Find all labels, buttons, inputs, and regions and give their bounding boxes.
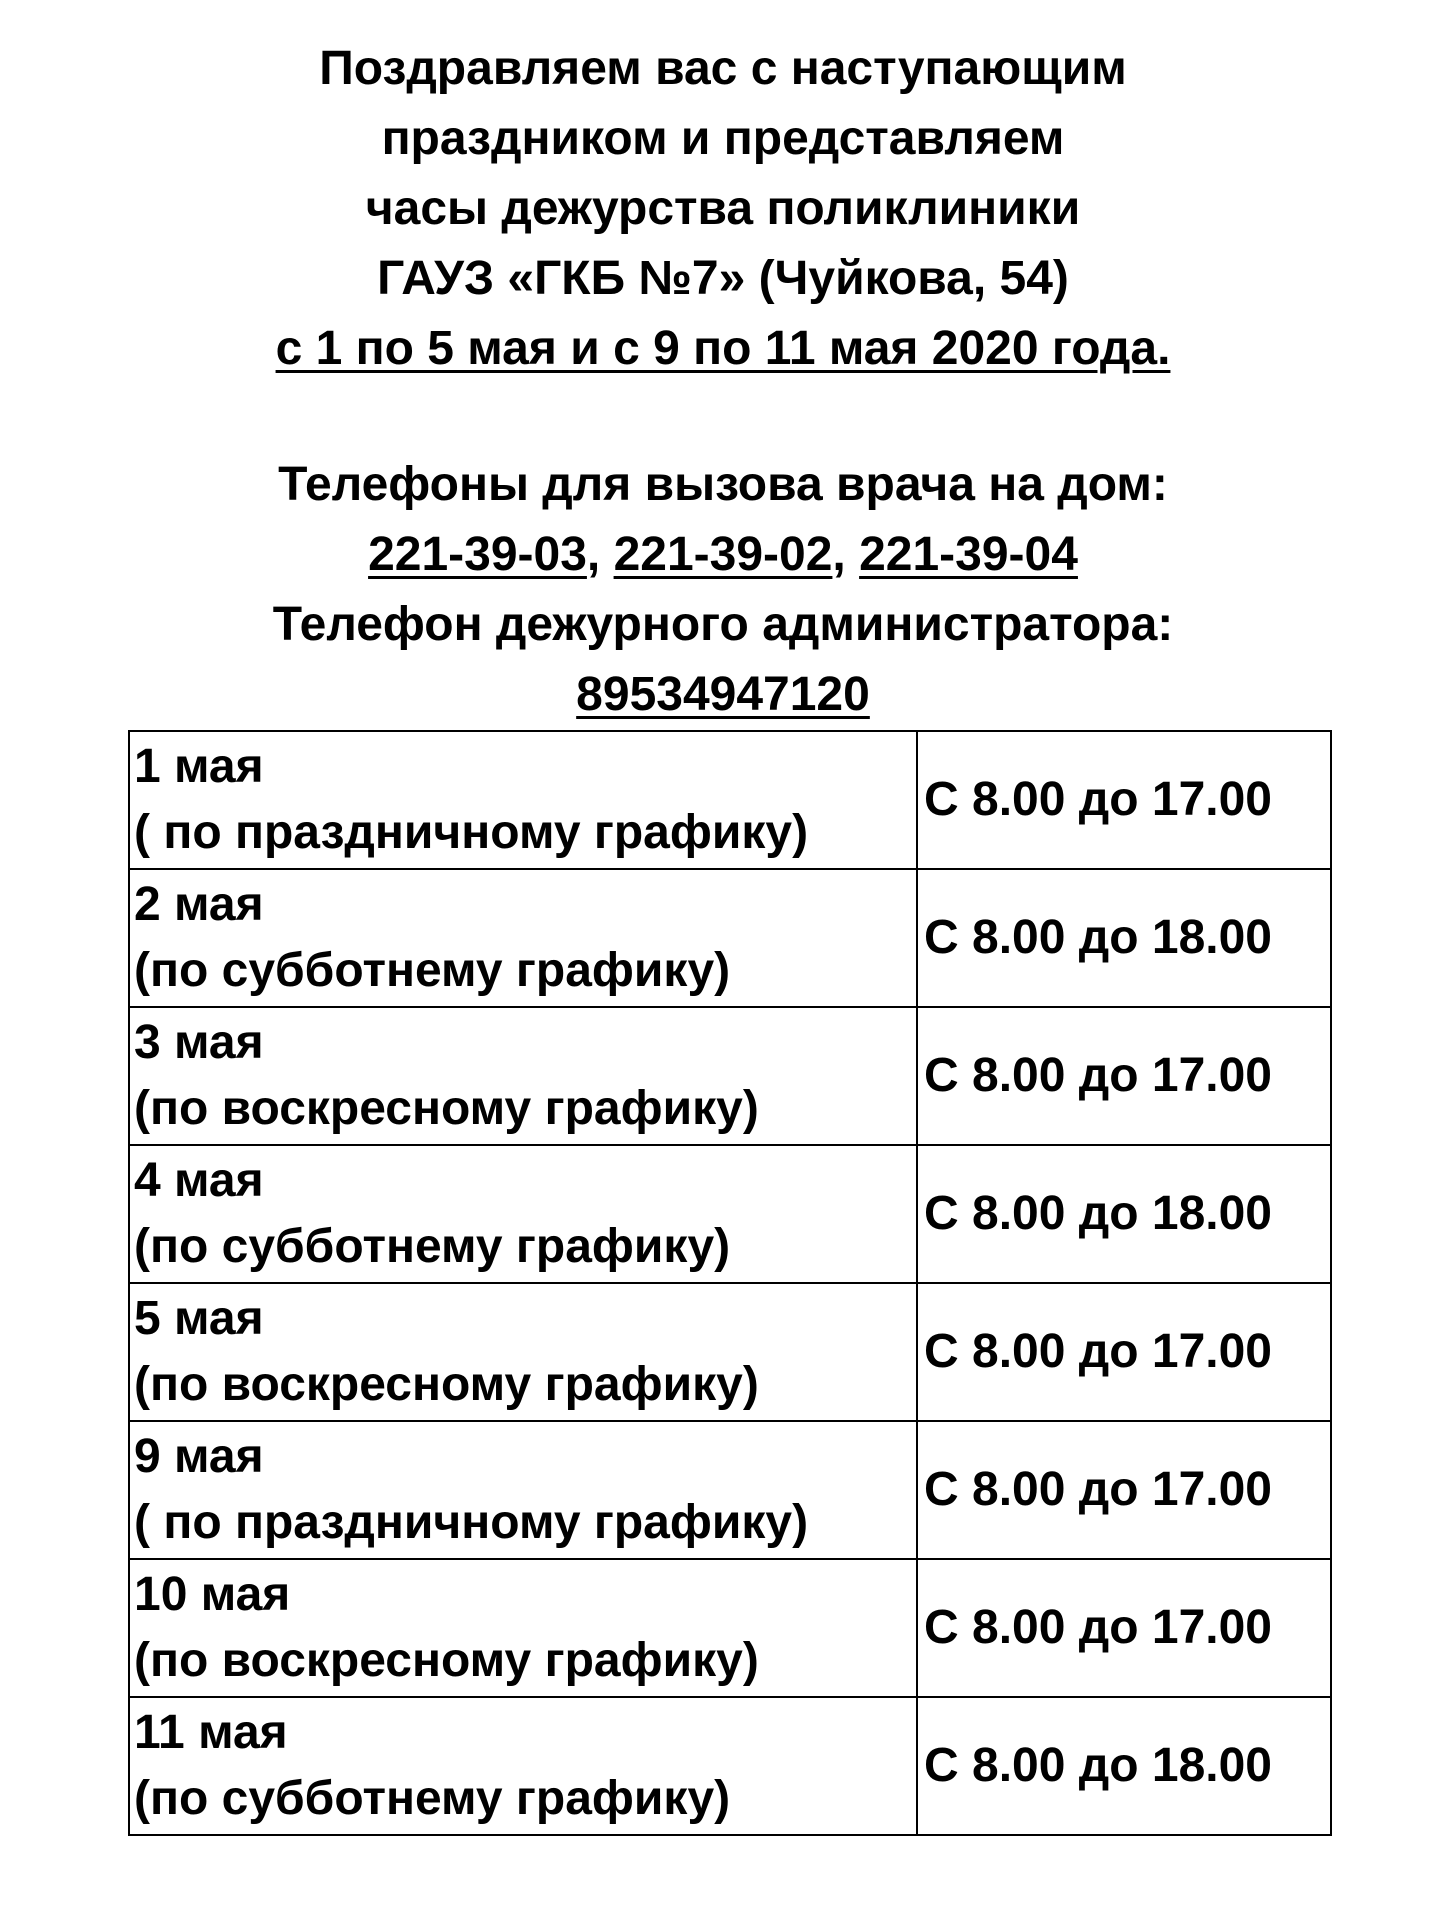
day-date: 1 мая (134, 740, 264, 793)
home-call-label: Телефоны для вызова врача на дом: (278, 458, 1168, 511)
phone-number-2[interactable]: 221-39-02 (613, 528, 833, 581)
hours-cell: С 8.00 до 18.00 (917, 869, 1331, 1007)
greeting-line-3: часы дежурства поликлиники (365, 182, 1081, 235)
day-note: ( по праздничному графику) (134, 1496, 809, 1549)
table-row (129, 869, 1331, 1007)
day-note: (по субботнему графику) (134, 1772, 731, 1825)
hours-cell: С 8.00 до 18.00 (917, 1697, 1331, 1835)
day-note: (по субботнему графику) (134, 1220, 731, 1273)
date-range: с 1 по 5 мая и с 9 по 11 мая 2020 года. (275, 322, 1171, 375)
day-note: (по воскресному графику) (134, 1358, 759, 1411)
hours-cell: С 8.00 до 17.00 (917, 1283, 1331, 1421)
day-cell (129, 1007, 917, 1145)
clinic-name: ГАУЗ «ГКБ №7» (Чуйкова, 54) (377, 252, 1069, 305)
hours-cell: С 8.00 до 17.00 (917, 1559, 1331, 1697)
greeting-line-1: Поздравляем вас с наступающим (319, 42, 1127, 95)
phone-separator: , (586, 528, 614, 581)
table-row (129, 1697, 1331, 1835)
table-row (129, 1559, 1331, 1697)
day-date: 10 мая (134, 1568, 291, 1621)
day-date: 5 мая (134, 1292, 264, 1345)
day-date: 3 мая (134, 1016, 264, 1069)
day-date: 11 мая (134, 1706, 288, 1759)
day-cell (129, 1559, 917, 1697)
day-cell (129, 869, 917, 1007)
announcement-header (0, 34, 1446, 730)
day-note: (по воскресному графику) (134, 1082, 759, 1135)
table-row (129, 1283, 1331, 1421)
day-date: 4 мая (134, 1154, 264, 1207)
home-call-phones (0, 520, 1446, 590)
greeting-line-2: праздником и представляем (381, 112, 1065, 165)
day-cell (129, 1697, 917, 1835)
day-note: ( по праздничному графику) (134, 806, 809, 859)
admin-label: Телефон дежурного администратора: (272, 598, 1174, 651)
table-row (129, 1421, 1331, 1559)
table-row (129, 731, 1331, 869)
day-date: 2 мая (134, 878, 264, 931)
phone-number-1[interactable]: 221-39-03 (368, 528, 587, 581)
table-row (129, 1145, 1331, 1283)
hours-cell: С 8.00 до 17.00 (917, 1421, 1331, 1559)
day-note: (по воскресному графику) (134, 1634, 759, 1687)
hours-cell: С 8.00 до 17.00 (917, 731, 1331, 869)
day-cell (129, 1145, 917, 1283)
day-date: 9 мая (134, 1430, 264, 1483)
day-cell (129, 1283, 917, 1421)
admin-phone[interactable]: 89534947120 (576, 668, 870, 721)
phone-separator: , (832, 528, 860, 581)
hours-cell: С 8.00 до 18.00 (917, 1145, 1331, 1283)
day-cell (129, 731, 917, 869)
hours-cell: С 8.00 до 17.00 (917, 1007, 1331, 1145)
duty-schedule-table (128, 730, 1332, 1836)
day-note: (по субботнему графику) (134, 944, 731, 997)
table-row (129, 1007, 1331, 1145)
phone-number-3[interactable]: 221-39-04 (859, 528, 1078, 581)
day-cell (129, 1421, 917, 1559)
